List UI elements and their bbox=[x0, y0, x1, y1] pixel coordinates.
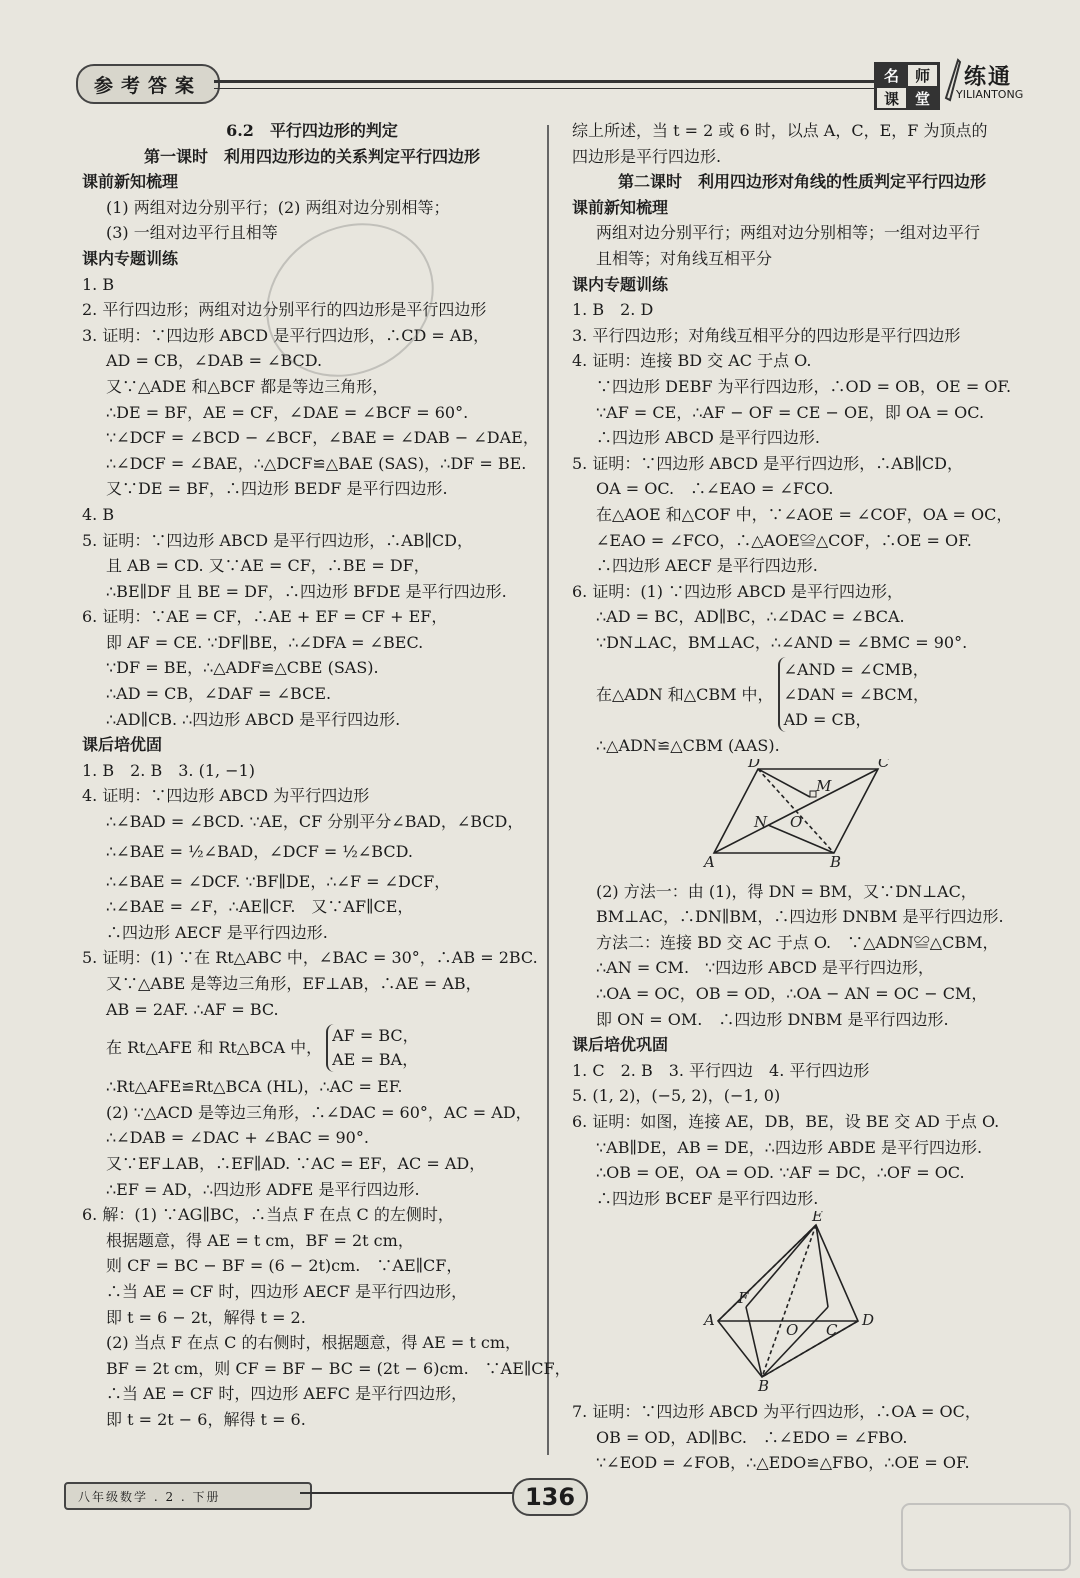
lesson-subtitle: 第一课时 利用四边形边的关系判定平行四边形 bbox=[143, 146, 480, 166]
answer-line: ∴OB = OE，OA = OD. ∵AF = DC，∴OF = OC. bbox=[596, 1163, 965, 1183]
header-badge: 参考答案 bbox=[76, 64, 220, 104]
answer-line: ∴四边形 AECF 是平行四边形. bbox=[106, 922, 328, 942]
answer-line: ∴四边形 AECF 是平行四边形. bbox=[596, 556, 818, 576]
label-C: C bbox=[878, 759, 890, 772]
answer-line: 在△ADN 和△CBM 中， bbox=[596, 684, 774, 704]
answer-line: ∠EAO = ∠FCO，∴△AOE≌△COF，∴OE = OF. bbox=[596, 530, 972, 550]
answer-line: 又∵EF⊥AB，∴EF∥AD. ∵AC = EF，AC = AD， bbox=[106, 1153, 486, 1173]
section-heading: 课前新知梳理 bbox=[82, 172, 179, 192]
brace-group bbox=[778, 657, 929, 732]
brand-char: 课 bbox=[876, 87, 907, 110]
answer-line: 5. 证明：∵四边形 ABCD 是平行四边形，∴AB∥CD， bbox=[82, 530, 473, 550]
label-N: N bbox=[754, 813, 768, 832]
answer-line: ∴OA = OC，OB = OD，∴OA − AN = OC − CM， bbox=[596, 984, 988, 1004]
brace-line: ∠DAN = ∠BCM， bbox=[783, 684, 930, 704]
answer-line: 6. 证明：∵AE = CF，∴AE + EF = CF + EF， bbox=[82, 607, 448, 627]
brand-char: 师 bbox=[907, 64, 938, 87]
label-O: O bbox=[786, 1321, 799, 1340]
answer-line: ∴Rt△AFE≌Rt△BCA (HL)，∴AC = EF. bbox=[106, 1077, 403, 1097]
answer-line: ∵∠EOD = ∠FOB，∴△EDO≌△FBO，∴OE = OF. bbox=[596, 1453, 970, 1473]
answer-line: (2) 方法一：由 (1)，得 DN = BM，又∵DN⊥AC， bbox=[596, 881, 977, 901]
page-footer bbox=[64, 1478, 1024, 1528]
answer-line: 6. 证明：如图，连接 AE，DB，BE，设 BE 交 AD 于点 O. bbox=[572, 1112, 1000, 1131]
label-O: O bbox=[790, 813, 803, 832]
brace-group bbox=[326, 1024, 419, 1072]
header-rule bbox=[214, 80, 874, 89]
column-divider bbox=[547, 125, 549, 1455]
answer-line: ∴∠BAD = ∠BCD. ∵AE，CF 分别平分∠BAD，∠BCD， bbox=[106, 812, 524, 832]
text-line: (3) 一组对边平行且相等 bbox=[106, 223, 278, 243]
site-logo-icon bbox=[898, 1500, 1074, 1574]
answer-line: ∵DF = BE，∴△ADF≌△CBE (SAS). bbox=[106, 658, 379, 678]
answer-line: 4. B bbox=[82, 504, 115, 524]
answer-line: 1. B bbox=[82, 274, 115, 294]
answer-line: 7. 证明：∵四边形 ABCD 为平行四边形，∴OA = OC， bbox=[572, 1401, 981, 1421]
brand-name: 练通 bbox=[964, 64, 1013, 90]
section-heading: 课内专题训练 bbox=[82, 248, 179, 268]
label-E: E bbox=[812, 1211, 823, 1226]
answer-line: 2. 平行四边形；两组对边分别平行的四边形是平行四边形 bbox=[82, 300, 487, 320]
label-B: B bbox=[830, 853, 842, 872]
answer-line: ∴当 AE = CF 时，四边形 AEFC 是平行四边形， bbox=[106, 1384, 468, 1404]
footer-rule bbox=[300, 1492, 520, 1497]
answer-line: 即 t = 6 − 2t，解得 t = 2. bbox=[106, 1307, 306, 1327]
answer-line: ∵四边形 DEBF 为平行四边形，∴OD = OB，OE = OF. bbox=[596, 376, 1012, 396]
page-header bbox=[64, 58, 1024, 110]
hexagon-figure bbox=[572, 1211, 1032, 1391]
label-D: D bbox=[748, 759, 761, 772]
answer-line: ∵DN⊥AC，BM⊥AC，∴∠AND = ∠BMC = 90°. bbox=[596, 632, 968, 652]
answer-line: 在△AOE 和△COF 中，∵∠AOE = ∠COF，OA = OC， bbox=[596, 504, 1013, 524]
answer-line: 又∵△ABE 是等边三角形，EF⊥AB，∴AE = AB， bbox=[106, 974, 482, 993]
answer-line: BF = 2t cm，则 CF = BF − BC = (2t − 6)cm. ∵AE∥CF， bbox=[106, 1358, 571, 1378]
brand-subtitle: YILIANTONG bbox=[956, 88, 1024, 101]
label-M: M bbox=[816, 777, 832, 796]
answer-line: 5. (1, 2)，(−5, 2)，(−1, 0) bbox=[572, 1086, 781, 1106]
answer-line: ∴∠DCF = ∠BAE，∴△DCF≌△BAE (SAS)，∴DF = BE. bbox=[106, 453, 527, 473]
answer-line: 方法二：连接 BD 交 AC 于点 O. ∵△ADN≌△CBM， bbox=[596, 932, 999, 952]
text-line: (1) 两组对边分别平行；(2) 两组对边分别相等； bbox=[106, 197, 450, 217]
answer-line: ∴AD = CB，∠DAF = ∠BCE. bbox=[106, 684, 332, 704]
answer-line: ∴DE = BF，AE = CF，∠DAE = ∠BCF = 60°. bbox=[106, 402, 469, 422]
answer-line: 即 AF = CE. ∵DF∥BE，∴∠DFA = ∠BEC. bbox=[106, 632, 424, 652]
answer-line: 6. 证明：(1) ∵四边形 ABCD 是平行四边形， bbox=[572, 581, 903, 601]
label-B: B bbox=[758, 1377, 770, 1392]
answer-line: ∵AB∥DE，AB = DE，∴四边形 ABDE 是平行四边形. bbox=[596, 1137, 983, 1157]
answer-line: ∵AF = CE，∴AF − OF = CE − OE，即 OA = OC. bbox=[596, 402, 985, 422]
answer-line: 又∵DE = BF，∴四边形 BEDF 是平行四边形. bbox=[106, 479, 448, 499]
answer-line: ∴EF = AD，∴四边形 ADFE 是平行四边形. bbox=[106, 1179, 420, 1199]
answer-line: ∴∠BAE = ∠F，∴AE∥CF. 又∵AF∥CE， bbox=[106, 897, 414, 917]
section-heading: 课后培优巩固 bbox=[572, 1035, 669, 1055]
answer-line: 且 AB = CD. 又∵AE = CF，∴BE = DF， bbox=[106, 556, 430, 576]
answer-line: 则 CF = BC − BF = (6 − 2t)cm. ∵AE∥CF， bbox=[106, 1256, 463, 1276]
section-title: 6.2 平行四边形的判定 bbox=[226, 121, 398, 140]
answer-line: ∴AD∥CB. ∴四边形 ABCD 是平行四边形. bbox=[106, 709, 401, 729]
answer-line: (2) ∵△ACD 是等边三角形，∴∠DAC = 60°，AC = AD， bbox=[106, 1102, 532, 1122]
answer-line: BM⊥AC，∴DN∥BM，∴四边形 DNBM 是平行四边形. bbox=[596, 907, 1004, 927]
answer-line: ∴AD = BC，AD∥BC，∴∠DAC = ∠BCA. bbox=[596, 607, 905, 627]
brace-line: AF = BC， bbox=[332, 1026, 419, 1046]
page-number: 136 bbox=[512, 1478, 588, 1516]
brace-line: ∠AND = ∠CMB， bbox=[783, 659, 929, 679]
answer-line: ∴∠DAB = ∠DAC + ∠BAC = 90°. bbox=[106, 1128, 369, 1148]
footer-badge: 八年级数学 . 2 . 下册 bbox=[64, 1482, 312, 1510]
answer-line: ∴当 AE = CF 时，四边形 AECF 是平行四边形， bbox=[106, 1281, 468, 1301]
answer-line: 即 t = 2t − 6，解得 t = 6. bbox=[106, 1409, 306, 1429]
answer-line: ∴四边形 BCEF 是平行四边形. bbox=[596, 1188, 819, 1208]
brace-line: AE = BA， bbox=[332, 1050, 419, 1070]
lesson-subtitle: 第二课时 利用四边形对角线的性质判定平行四边形 bbox=[617, 172, 986, 192]
answer-line: 在 Rt△AFE 和 Rt△BCA 中， bbox=[106, 1038, 323, 1058]
label-A: A bbox=[704, 1311, 715, 1330]
answer-line: ∴∠BAE = ∠DCF. ∵BF∥DE，∴∠F = ∠DCF， bbox=[106, 871, 451, 891]
answer-line: 四边形是平行四边形. bbox=[572, 146, 722, 166]
section-heading: 课后培优固 bbox=[82, 735, 163, 755]
congruence-block bbox=[82, 1022, 542, 1074]
answer-line: 即 ON = OM. ∴四边形 DNBM 是平行四边形. bbox=[596, 1009, 949, 1029]
answer-line: 4. 证明：∵四边形 ABCD 为平行四边形 bbox=[82, 786, 370, 806]
answer-line: 综上所述，当 t = 2 或 6 时，以点 A，C，E，F 为顶点的 bbox=[572, 121, 988, 140]
answer-line: 根据题意，得 AE = t cm，BF = 2t cm， bbox=[106, 1230, 414, 1250]
parallelogram-figure bbox=[572, 759, 1032, 871]
congruence-block bbox=[572, 655, 1032, 733]
label-F: F bbox=[738, 1289, 749, 1308]
answer-line: 3. 平行四边形；对角线互相平分的四边形是平行四边形 bbox=[572, 325, 961, 345]
answer-line: 又∵△ADE 和△BCF 都是等边三角形， bbox=[106, 376, 389, 396]
text-line: 两组对边分别平行；两组对边分别相等；一组对边平行 bbox=[596, 223, 981, 243]
answer-line: ∵∠DCF = ∠BCD − ∠BCF，∠BAE = ∠DAB − ∠DAE， bbox=[106, 428, 539, 448]
brand-char: 堂 bbox=[907, 87, 938, 110]
answer-line: AD = CB，∠DAB = ∠BCD. bbox=[106, 351, 323, 371]
answer-line: 1. C 2. B 3. 平行四边 4. 平行四边形 bbox=[572, 1060, 870, 1080]
answer-line: ∴BE∥DF 且 BE = DF，∴四边形 BFDE 是平行四边形. bbox=[106, 581, 507, 601]
label-A: A bbox=[704, 853, 715, 872]
answer-line: OB = OD，AD∥BC. ∴∠EDO = ∠FBO. bbox=[596, 1427, 908, 1447]
answer-line: 3. 证明：∵四边形 ABCD 是平行四边形，∴CD = AB， bbox=[82, 325, 490, 345]
label-C: C bbox=[826, 1321, 838, 1340]
answer-line: ∴△ADN≌△CBM (AAS). bbox=[596, 736, 780, 756]
brand-box bbox=[874, 62, 940, 110]
brand-logo bbox=[874, 58, 1054, 108]
answer-line: OA = OC. ∴∠EAO = ∠FCO. bbox=[596, 479, 834, 499]
section-heading: 课前新知梳理 bbox=[572, 197, 669, 217]
answer-line: 4. 证明：连接 BD 交 AC 于点 O. bbox=[572, 351, 812, 371]
answer-line: ∴AN = CM. ∵四边形 ABCD 是平行四边形， bbox=[596, 958, 935, 978]
answer-line: 1. B 2. B 3. (1, −1) bbox=[82, 760, 255, 780]
text-line: 且相等；对角线互相平分 bbox=[596, 248, 773, 268]
answer-line: 5. 证明：(1) ∵在 Rt△ABC 中，∠BAC = 30°，∴AB = 2BC. bbox=[82, 948, 538, 968]
answer-line: 6. 解：(1) ∵AG∥BC，∴当点 F 在点 C 的左侧时， bbox=[82, 1205, 454, 1225]
label-D: D bbox=[862, 1311, 875, 1330]
brace-line: AD = CB， bbox=[783, 709, 872, 729]
section-heading: 课内专题训练 bbox=[572, 274, 669, 294]
brand-char: 名 bbox=[876, 64, 907, 87]
answer-line: ∴四边形 ABCD 是平行四边形. bbox=[596, 428, 820, 448]
watermark-stamp bbox=[250, 210, 450, 390]
answer-line: AB = 2AF. ∴AF = BC. bbox=[106, 999, 279, 1019]
answer-line: ∴∠BAE = ½∠BAD，∠DCF = ½∠BCD. bbox=[106, 841, 413, 861]
answer-line: 5. 证明：∵四边形 ABCD 是平行四边形，∴AB∥CD， bbox=[572, 453, 963, 473]
answer-line: 1. B 2. D bbox=[572, 300, 654, 320]
answer-line: (2) 当点 F 在点 C 的右侧时，根据题意，得 AE = t cm， bbox=[106, 1333, 521, 1353]
right-column bbox=[572, 118, 1032, 1476]
